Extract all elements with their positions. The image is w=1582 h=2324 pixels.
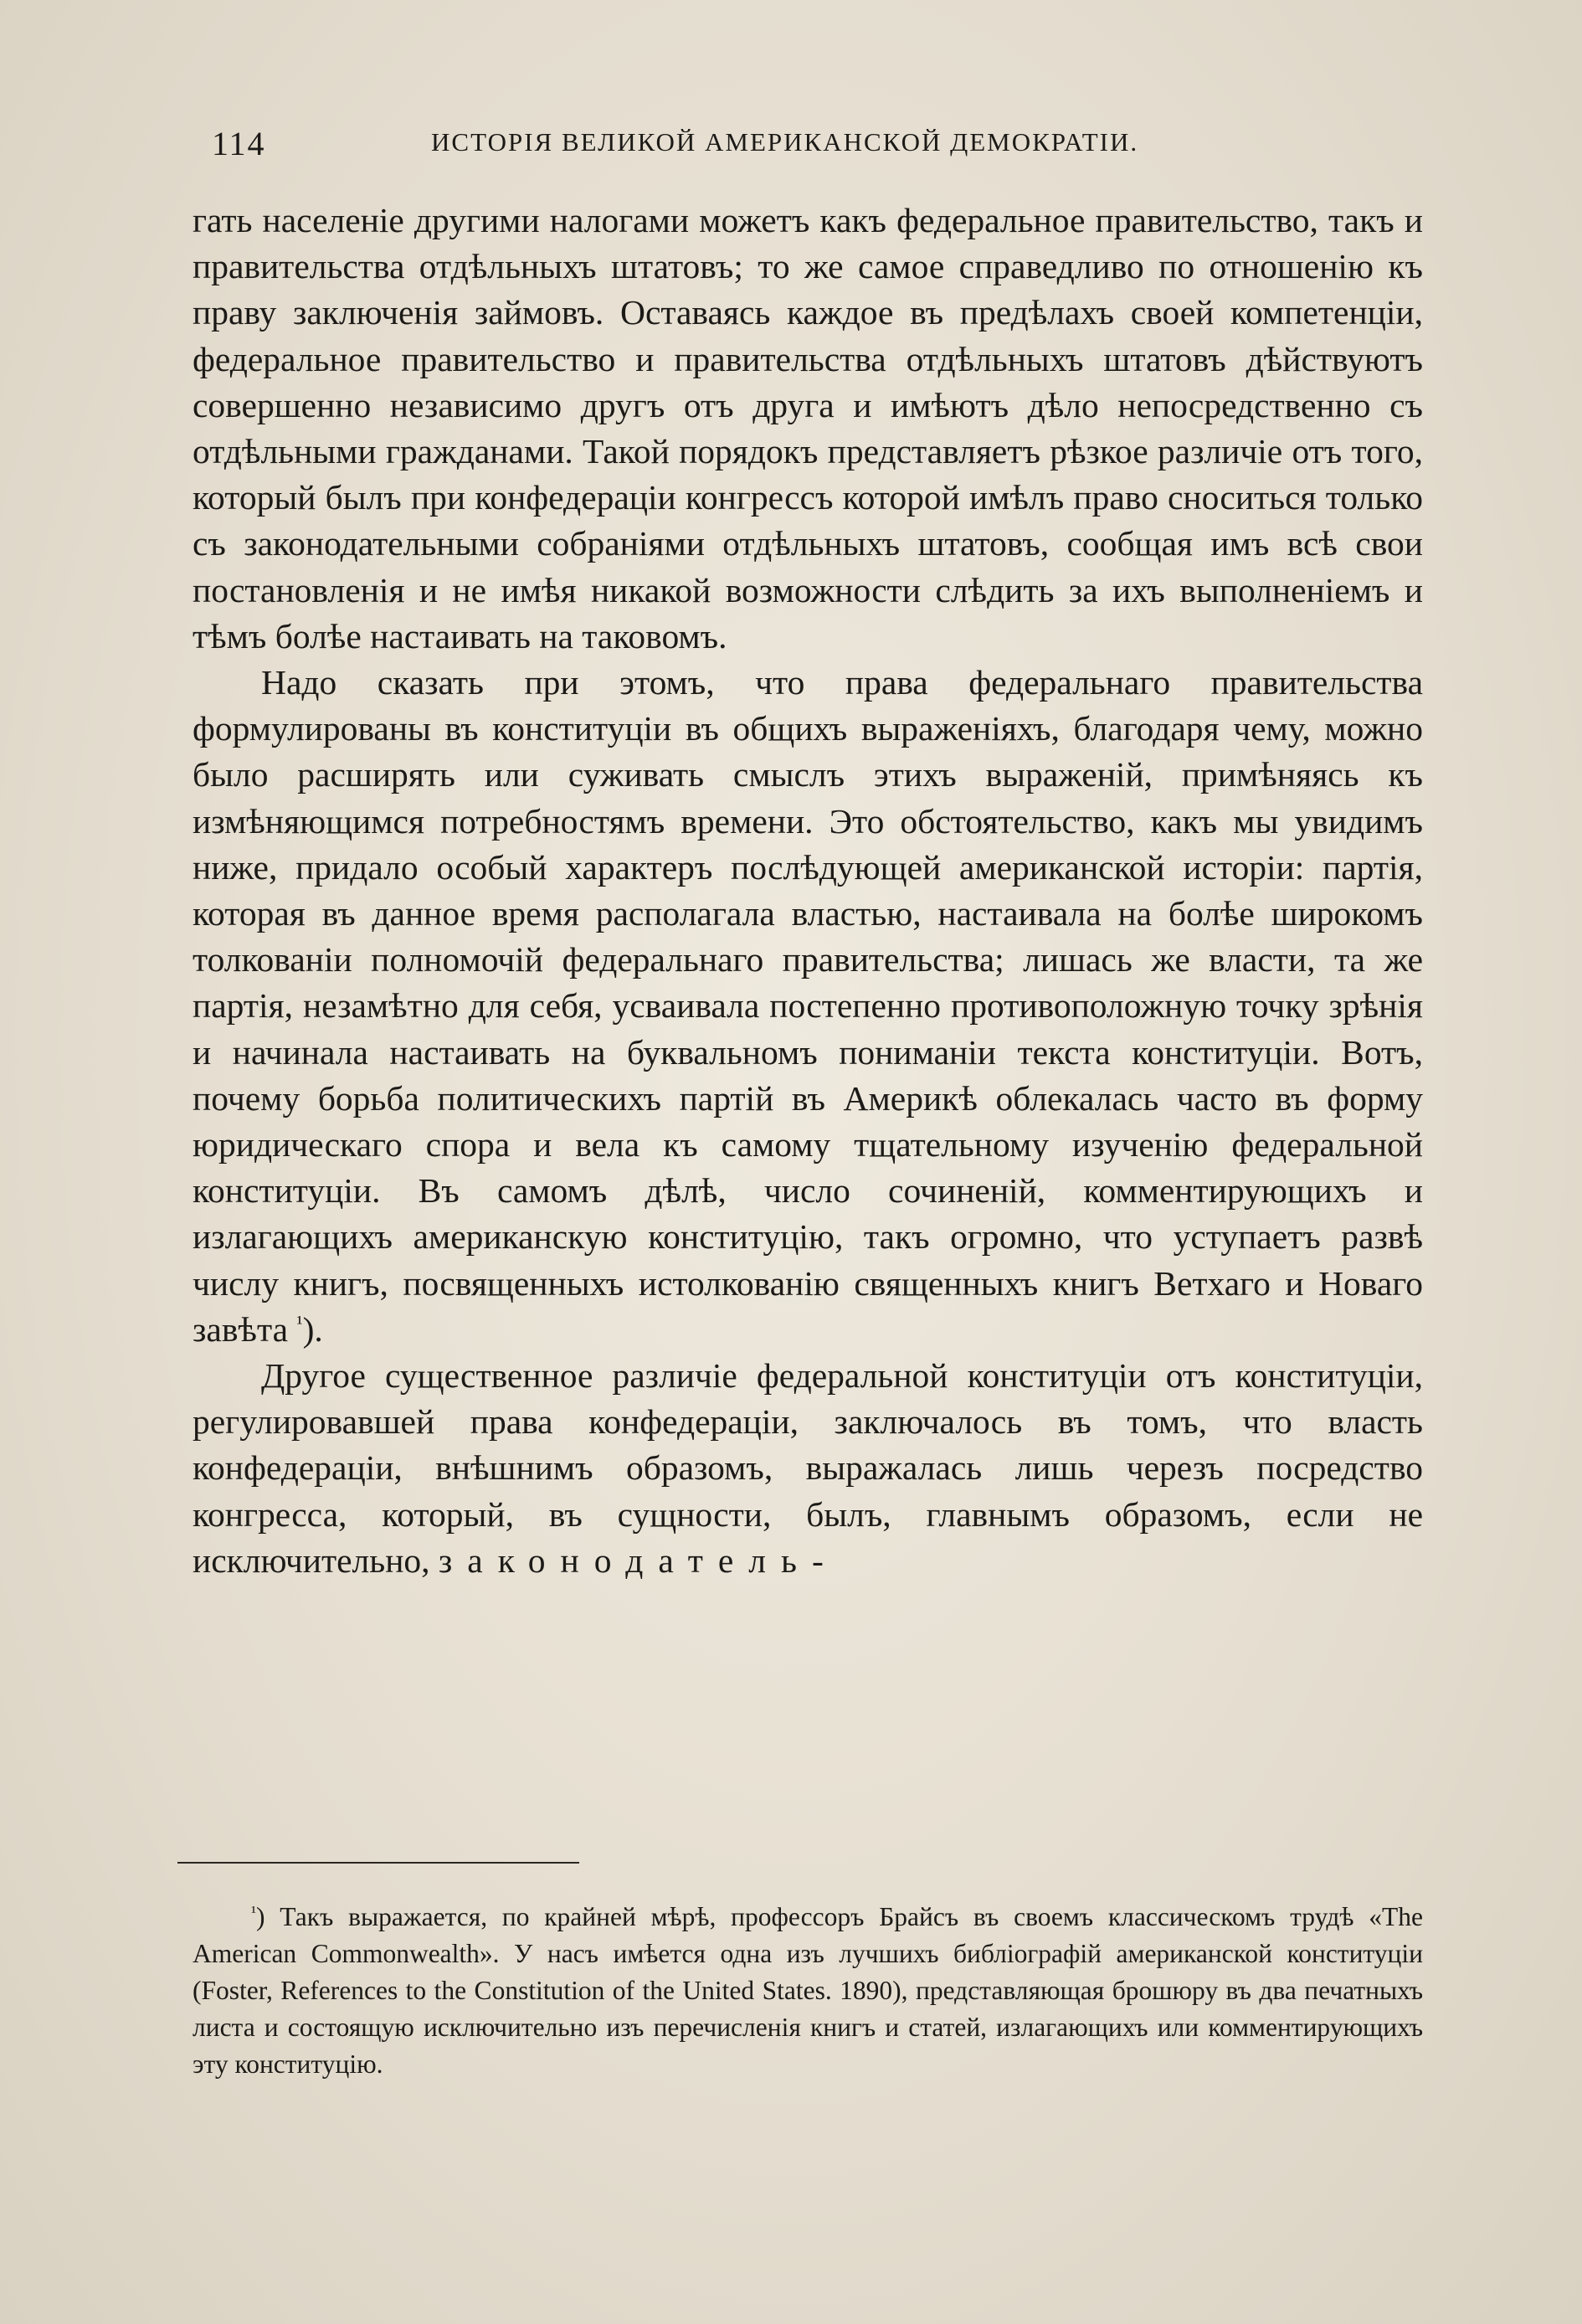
main-text bbox=[193, 198, 1423, 1584]
paragraph-2 bbox=[193, 660, 1423, 1353]
paragraph-2-text: Надо сказать при этомъ, что права федеральнаго правительства формулированы въ конституціи въ общихъ выраженіяхъ, благодаря чему, можно было расширять или суживать смыслъ этихъ выраженій, примѣняясь къ измѣняющимся потребностямъ времени. Это обстоятельство, какъ мы увидимъ ниже, придало особый характеръ послѣдующей американской исторіи: партія, которая въ данное время располагала властью, настаивала на болѣе широкомъ толкованіи полномочій федеральнаго правительства; лишась же власти, та же партія, незамѣтно для себя, усваивала постепенно противоположную точку зрѣнія и начинала настаивать на буквальномъ пониманіи текста конституціи. Вотъ, почему борьба политическихъ партій въ Америкѣ облекалась часто въ форму юридическаго спора и вела къ самому тщательному изученію федеральной конституціи. Въ самомъ дѣлѣ, число сочиненій, комментирующихъ и излагающихъ американскую конституцію, такъ огромно, что уступаетъ развѣ числу книгъ, посвященныхъ истолкованію священныхъ книгъ Ветхаго и Новаго завѣта bbox=[193, 663, 1423, 1349]
page-number: 114 bbox=[212, 125, 266, 162]
spaced-word: законодатель- bbox=[438, 1540, 839, 1580]
footnote-1 bbox=[193, 1899, 1423, 2083]
running-title: ИСТОРІЯ ВЕЛИКОЙ АМЕРИКАНСКОЙ ДЕМОКРАТІИ. bbox=[431, 127, 1139, 157]
footnote-1-text: ) Такъ выражается, по крайней мѣрѣ, профессоръ Брайсъ въ своемъ классическомъ трудѣ «The American Commonwealth». У насъ имѣется одна изъ лучшихъ библіографій американской конституціи (Foster, References to the Constitution of the United States. 1890), представляющая брошюру въ два печатныхъ листа и состоящую исключительно изъ перечисленія книгъ и статей, излагающихъ или комментирующихъ эту конституцію. bbox=[193, 1902, 1423, 2079]
footnote-marker: ¹ bbox=[251, 1903, 256, 1921]
footnotes bbox=[193, 1899, 1423, 2083]
paragraph-3-text: Другое существенное различіе федеральной конституціи отъ конституціи, регулировавшей права конфедераціи, заключалось въ томъ, что власть конфедераціи, внѣшнимъ образомъ, выражалась лишь черезъ посредство конгресса, который, въ сущности, былъ, главнымъ образомъ, если не исключительно, bbox=[193, 1356, 1423, 1580]
running-head bbox=[197, 124, 1427, 174]
footnote-reference[interactable]: ¹ bbox=[296, 1312, 303, 1334]
paragraph-1-text: гать населеніе другими налогами можетъ какъ федеральное правительство, такъ и правительства отдѣльныхъ штатовъ; то же самое справедливо по отношенію къ праву заключенія займовъ. Оставаясь каждое въ предѣлахъ своей компетенціи, федеральное правительство и правительства отдѣльныхъ штатовъ дѣйствуютъ совершенно независимо другъ отъ друга и имѣютъ дѣло непосредственно съ отдѣльными гражданами. Такой порядокъ представляетъ рѣзкое различіе отъ того, который былъ при конфедераціи конгрессъ которой имѣлъ право сноситься только съ законодательными собраніями отдѣльныхъ штатовъ, сообщая имъ всѣ свои постановленія и не имѣя никакой возможности слѣдить за ихъ выполненіемъ и тѣмъ болѣе настаивать на таковомъ. bbox=[193, 201, 1423, 656]
paragraph-1 bbox=[193, 198, 1423, 660]
paragraph-2-end: ). bbox=[302, 1309, 323, 1349]
paragraph-3 bbox=[193, 1353, 1423, 1584]
footnote-divider bbox=[177, 1862, 579, 1864]
